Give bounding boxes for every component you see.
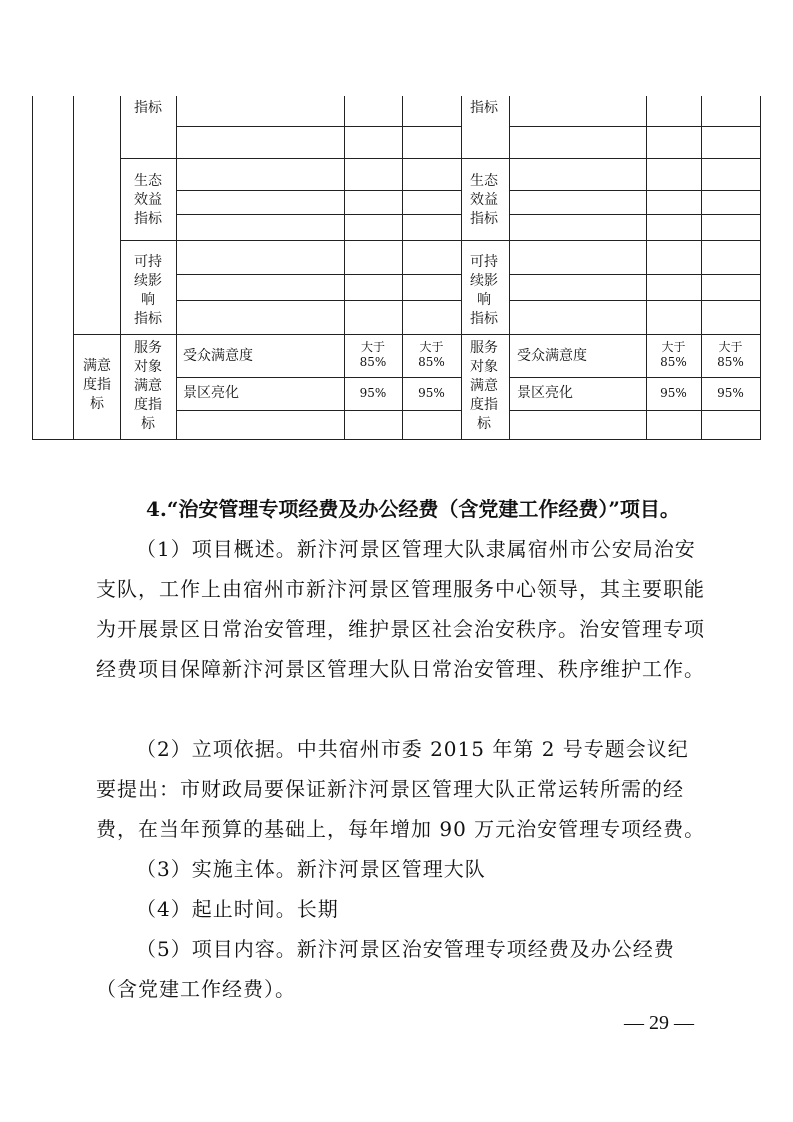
table-border — [176, 96, 177, 440]
sustainable-impact-label: 可持 续影 响 指标 — [470, 254, 498, 327]
table-border — [760, 96, 761, 440]
ecological-benefit-label: 生态 效益 指标 — [470, 173, 498, 227]
table-border — [461, 158, 761, 159]
table-border — [461, 96, 462, 440]
scenic-lighting-value: 95% — [418, 386, 445, 400]
table-border — [509, 300, 761, 301]
table-border — [509, 126, 761, 127]
table-border — [176, 214, 462, 215]
paragraph-content: （5）项目内容。新汴河景区治安管理专项经费及办公经费（含党建工作经费）。 — [96, 937, 675, 1001]
ecological-benefit-label: 生态 效益 指标 — [134, 173, 162, 227]
table-border — [509, 214, 761, 215]
service-object-satisfaction-label: 服务 对象 满意 度指 标 — [134, 340, 162, 432]
table-border — [509, 274, 761, 275]
indicator-label: 指标 — [470, 100, 498, 116]
table-border — [176, 300, 462, 301]
scenic-lighting-value: 95% — [359, 386, 387, 400]
table-border — [32, 439, 761, 440]
table-border — [120, 158, 462, 159]
paragraph-period: （4）起止时间。长期 — [136, 897, 339, 921]
table-border — [461, 240, 761, 241]
sustainable-impact-label: 可持 续影 响 指标 — [134, 254, 162, 327]
scenic-lighting-name: 景区亮化 — [183, 385, 239, 401]
page-number: — 29 — — [624, 1012, 694, 1034]
table-border — [509, 190, 761, 191]
table-border — [32, 96, 33, 440]
audience-satisfaction-name: 受众满意度 — [517, 348, 587, 364]
paragraph-basis: （2）立项依据。中共宿州市委 2015 年第 2 号专题会议纪要提出：市财政局要保证新汴河景区管理大队正常运转所需的经费，在当年预算的基础上，每年增加 90 万元治安管理专项经费。 — [96, 737, 706, 841]
table-border — [509, 377, 761, 378]
table-border — [120, 96, 121, 440]
scenic-lighting-value: 95% — [660, 386, 687, 400]
table-border — [176, 410, 462, 411]
audience-satisfaction-value: 大于 85% — [418, 340, 445, 369]
paragraph-implementer: （3）实施主体。新汴河景区管理大队 — [136, 857, 486, 881]
table-border — [176, 190, 462, 191]
scenic-lighting-value: 95% — [717, 386, 744, 400]
table-border — [73, 334, 462, 335]
service-object-satisfaction-label: 服务 对象 满意 度指 标 — [470, 340, 498, 432]
audience-satisfaction-value: 大于 85% — [359, 340, 387, 369]
audience-satisfaction-value: 大于 85% — [660, 340, 687, 369]
indicator-label: 指标 — [134, 100, 162, 116]
table-border — [176, 274, 462, 275]
table-border — [120, 240, 462, 241]
performance-indicator-table — [0, 0, 793, 440]
audience-satisfaction-value: 大于 85% — [717, 340, 744, 369]
satisfaction-category-label: 满意 度指 标 — [83, 358, 111, 412]
table-border — [176, 377, 462, 378]
section-heading: 4.“治安管理专项经费及办公经费（含党建工作经费）”项目。 — [146, 497, 680, 521]
table-border — [509, 96, 510, 440]
table-border — [509, 410, 761, 411]
audience-satisfaction-name: 受众满意度 — [183, 348, 253, 364]
table-border — [176, 126, 462, 127]
table-border — [461, 334, 761, 335]
scenic-lighting-name: 景区亮化 — [517, 385, 573, 401]
paragraph-overview: （1）项目概述。新汴河景区管理大队隶属宿州市公安局治安支队，工作上由宿州市新汴河景区管理服务中心领导，其主要职能为开展景区日常治安管理，维护景区社会治安秩序。治安管理专项经费项目保障新汴河景区管理大队日常治安管理、秩序维护工作。 — [96, 537, 705, 681]
